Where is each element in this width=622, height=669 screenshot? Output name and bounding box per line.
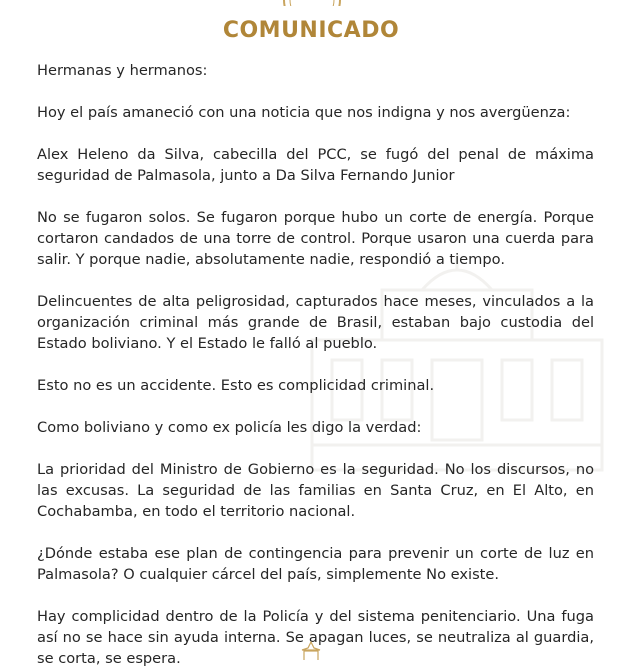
paragraph-priority: La prioridad del Ministro de Gobierno es la seguridad. No los discursos, no las excusas. La seguridad de las familias en Santa Cruz, en El Alto, en Cochabamba, en todo el territorio nacional. xyxy=(37,461,594,520)
seal-emblem xyxy=(282,0,342,6)
paragraph-greeting: Hermanas y hermanos: xyxy=(37,62,208,79)
paragraph-truth: Como boliviano y como ex policía les digo la verdad: xyxy=(37,419,422,436)
document-title: COMUNICADO xyxy=(222,18,400,43)
paragraph-intro: Hoy el país amaneció con una noticia que nos indigna y nos avergüenza: xyxy=(37,104,571,121)
paragraph-contingency: ¿Dónde estaba ese plan de contingencia para prevenir un corte de luz en Palmasola? O cualquier cárcel del país, simplemente No existe. xyxy=(37,545,594,583)
document-body xyxy=(37,60,594,669)
paragraph-escape: Alex Heleno da Silva, cabecilla del PCC, se fugó del penal de máxima seguridad de Palmasola, junto a Da Silva Fernando Junior xyxy=(37,146,594,184)
paragraph-criminals: Delincuentes de alta peligrosidad, capturados hace meses, vinculados a la organización criminal más grande de Brasil, estaban bajo custodia del Estado boliviano. Y el Estado le falló al pueblo. xyxy=(37,293,594,352)
seal-bottom-icon xyxy=(296,640,326,660)
paragraph-complicity: Esto no es un accidente. Esto es complicidad criminal. xyxy=(37,377,435,394)
paragraph-internal-help: Hay complicidad dentro de la Policía y del sistema penitenciario. Una fuga así no se hace sin ayuda interna. Se apagan luces, se neutraliza al guardia, se corta, se espera. xyxy=(37,608,594,667)
paragraph-not-alone: No se fugaron solos. Se fugaron porque hubo un corte de energía. Porque cortaron candados de una torre de control. Porque usaron una cuerda para salir. Y porque nadie, absolutamente nadie, respondió a tiempo. xyxy=(37,209,594,268)
